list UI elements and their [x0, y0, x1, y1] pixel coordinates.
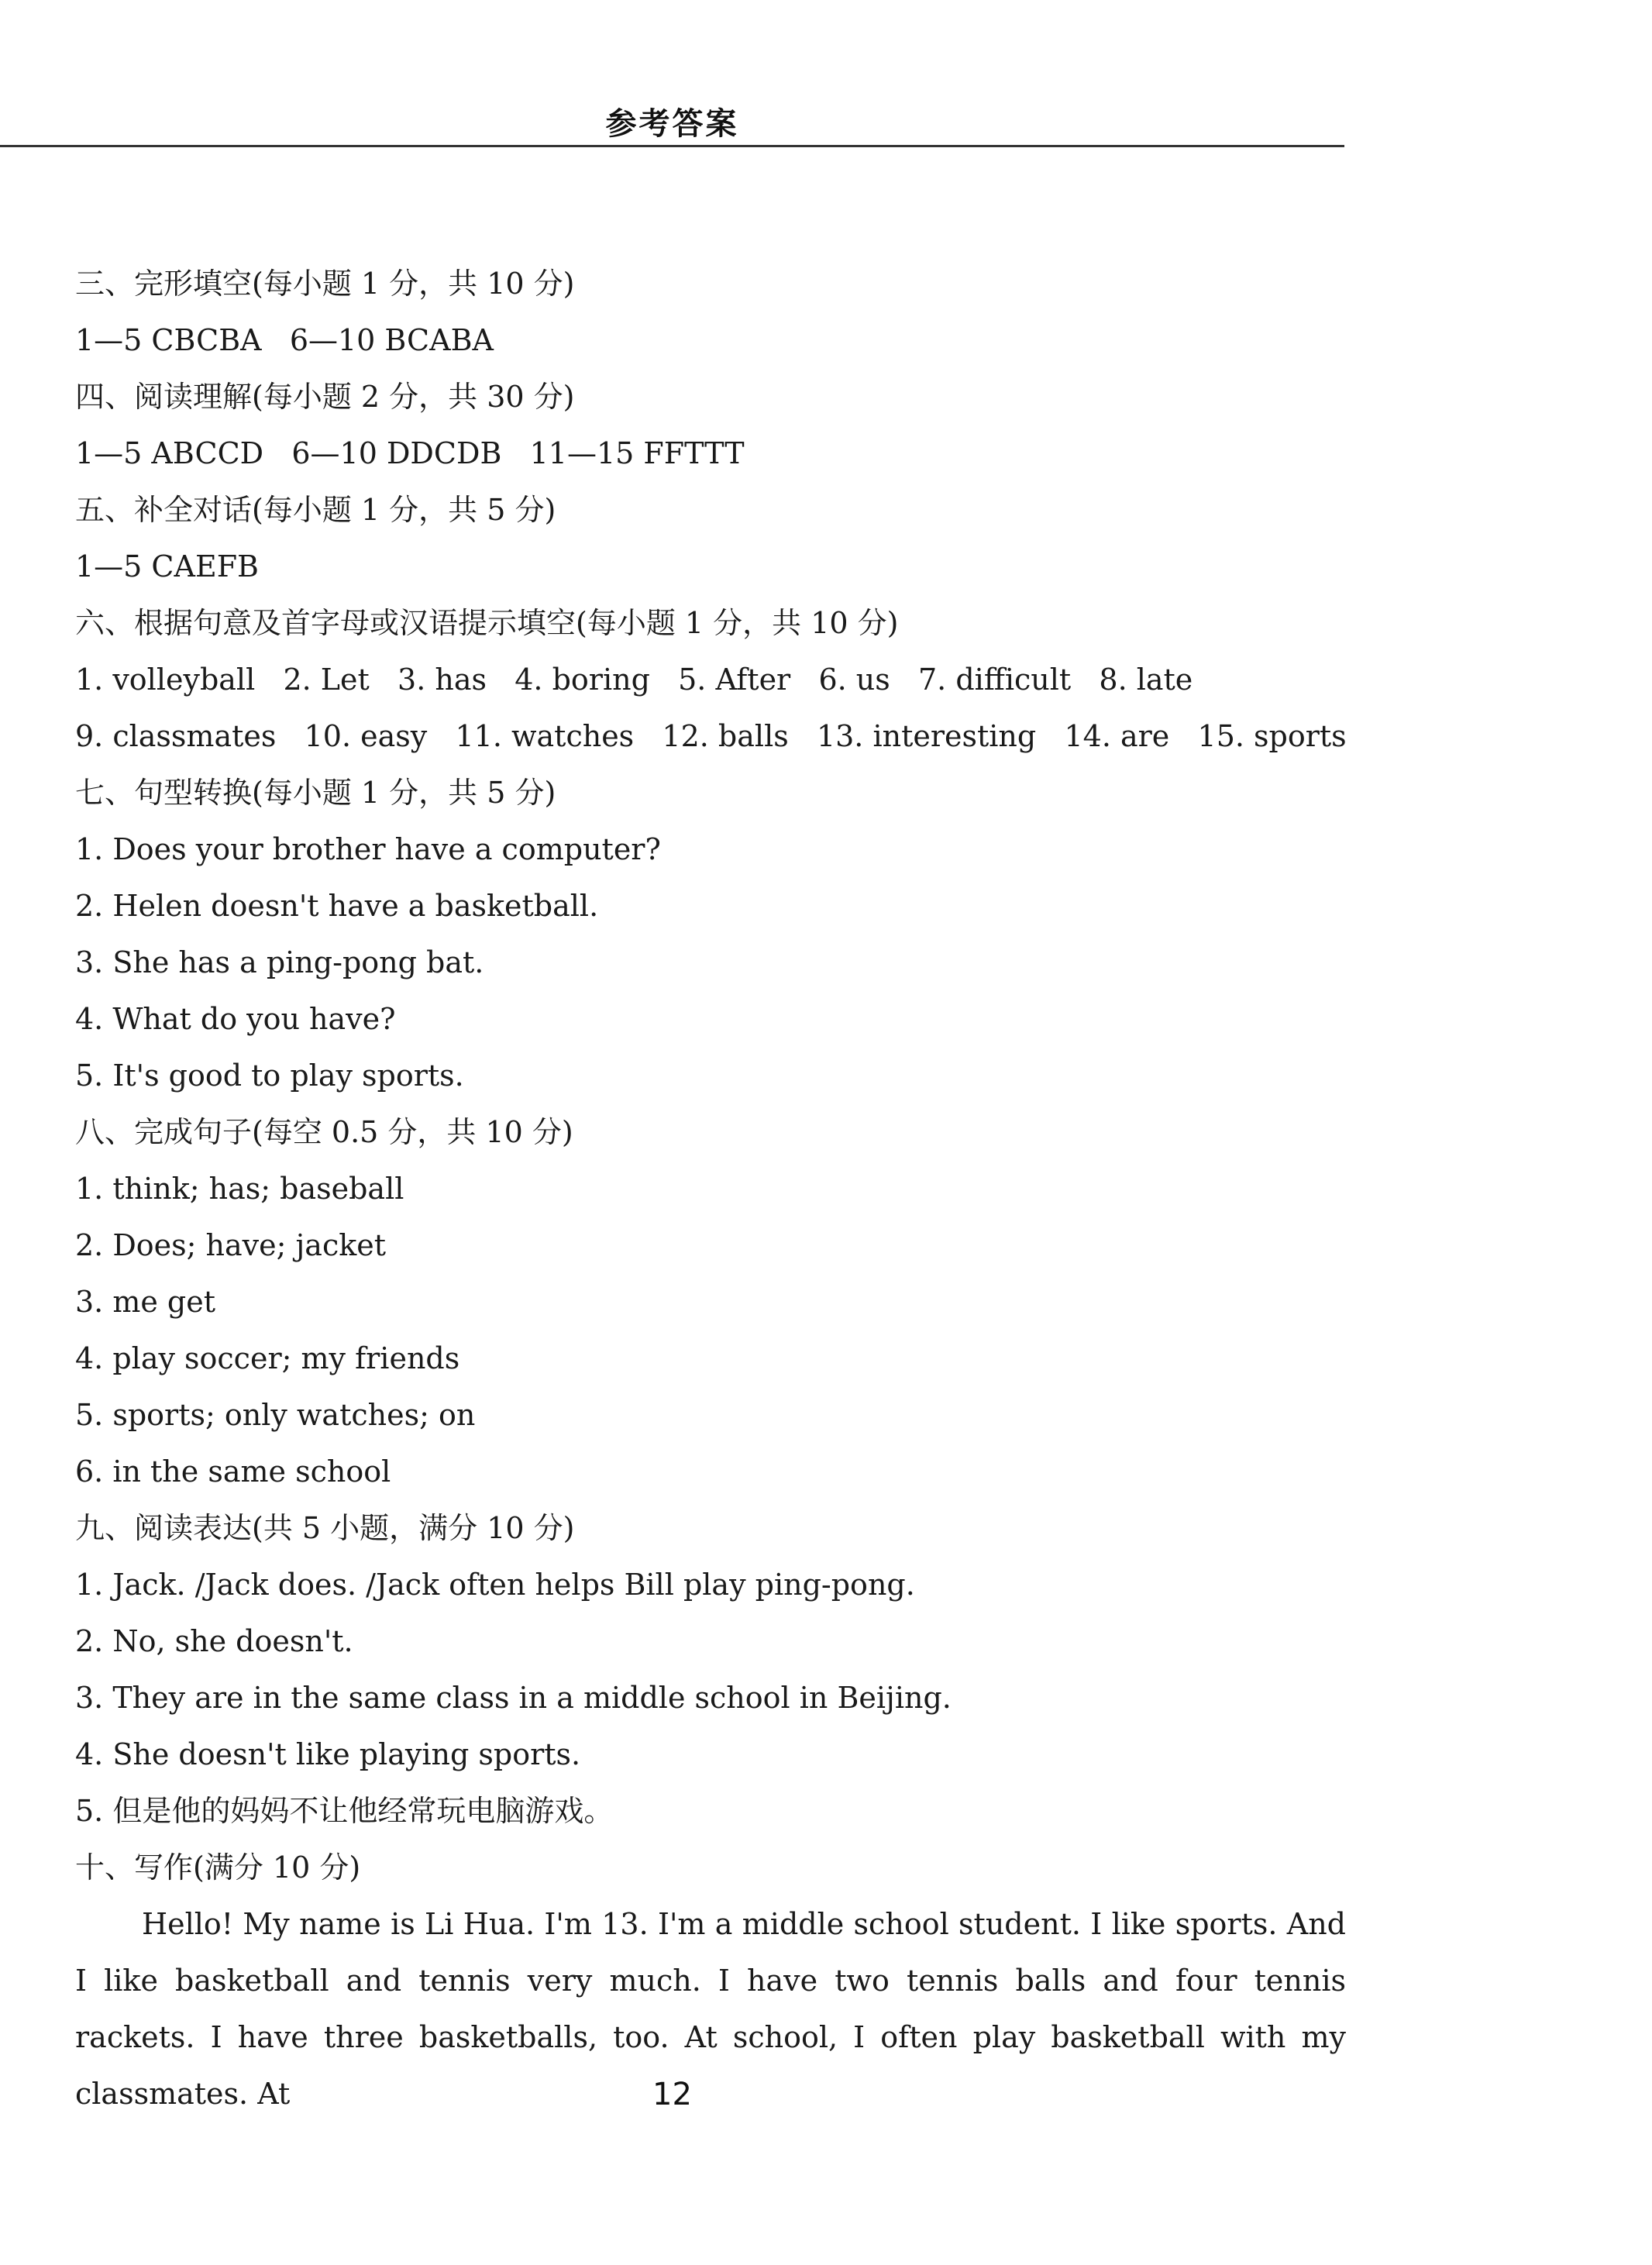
answer-line: 5. It's good to play sports. — [75, 1058, 464, 1093]
section-heading-dialogue: 五、补全对话(每小题 1 分，共 5 分) — [75, 493, 556, 527]
section-heading-cloze: 三、完形填空(每小题 1 分，共 10 分) — [75, 267, 575, 301]
page-number: 12 — [652, 2077, 692, 2112]
answer-line: 3. me get — [75, 1285, 216, 1319]
answer-line: 3. They are in the same class in a middle school in Beijing. — [75, 1681, 952, 1715]
answer-line: 3. She has a ping-pong bat. — [75, 945, 484, 979]
answer-line: 1. volleyball 2. Let 3. has 4. boring 5. After 6. us 7. difficult 8. late — [75, 663, 1193, 697]
answer-line: 9. classmates 10. easy 11. watches 12. balls 13. interesting 14. are 15. sports — [75, 719, 1347, 753]
section-heading-reading: 四、阅读理解(每小题 2 分，共 30 分) — [75, 380, 575, 414]
answer-line: 1. Jack. /Jack does. /Jack often helps Bill play ping-pong. — [75, 1568, 915, 1602]
answer-line: 1—5 ABCCD 6—10 DDCDB 11—15 FFTTT — [75, 436, 745, 470]
answer-line: 4. What do you have? — [75, 1002, 396, 1036]
answer-line: 1—5 CBCBA 6—10 BCABA — [75, 323, 494, 357]
essay-paragraph: Hello! My name is Li Hua. I'm 13. I'm a middle school student. I like sports. And I like basketball and tennis very much. I have two tennis balls and four tennis rackets. I have three basketballs, too. At school, I often play basketball with my classmates. At — [75, 1907, 1346, 2111]
answer-line: 2. Helen doesn't have a basketball. — [75, 889, 599, 923]
answer-line: 1. think; has; baseball — [75, 1172, 404, 1206]
header-title: 参考答案 — [605, 106, 739, 142]
answer-line: 6. in the same school — [75, 1454, 391, 1489]
answer-line: 4. She doesn't like playing sports. — [75, 1737, 581, 1771]
answer-line: 5. 但是他的妈妈不让他经常玩电脑游戏。 — [75, 1794, 614, 1828]
page-header — [0, 0, 1344, 147]
answer-line: 2. No, she doesn't. — [75, 1624, 353, 1658]
answer-content — [75, 256, 1346, 2122]
answer-line: 4. play soccer; my friends — [75, 1341, 460, 1375]
section-heading-reading-expression: 九、阅读表达(共 5 小题，满分 10 分) — [75, 1511, 575, 1545]
section-heading-fill-in: 六、根据句意及首字母或汉语提示填空(每小题 1 分，共 10 分) — [75, 606, 899, 640]
section-heading-writing: 十、写作(满分 10 分) — [75, 1850, 361, 1885]
section-heading-transform: 七、句型转换(每小题 1 分，共 5 分) — [75, 776, 556, 810]
answer-line: 1—5 CAEFB — [75, 549, 259, 583]
answer-line: 1. Does your brother have a computer? — [75, 832, 661, 866]
answer-line: 5. sports; only watches; on — [75, 1398, 476, 1432]
header-rule — [0, 145, 1344, 147]
answer-line: 2. Does; have; jacket — [75, 1228, 387, 1262]
section-heading-complete: 八、完成句子(每空 0.5 分，共 10 分) — [75, 1115, 573, 1149]
